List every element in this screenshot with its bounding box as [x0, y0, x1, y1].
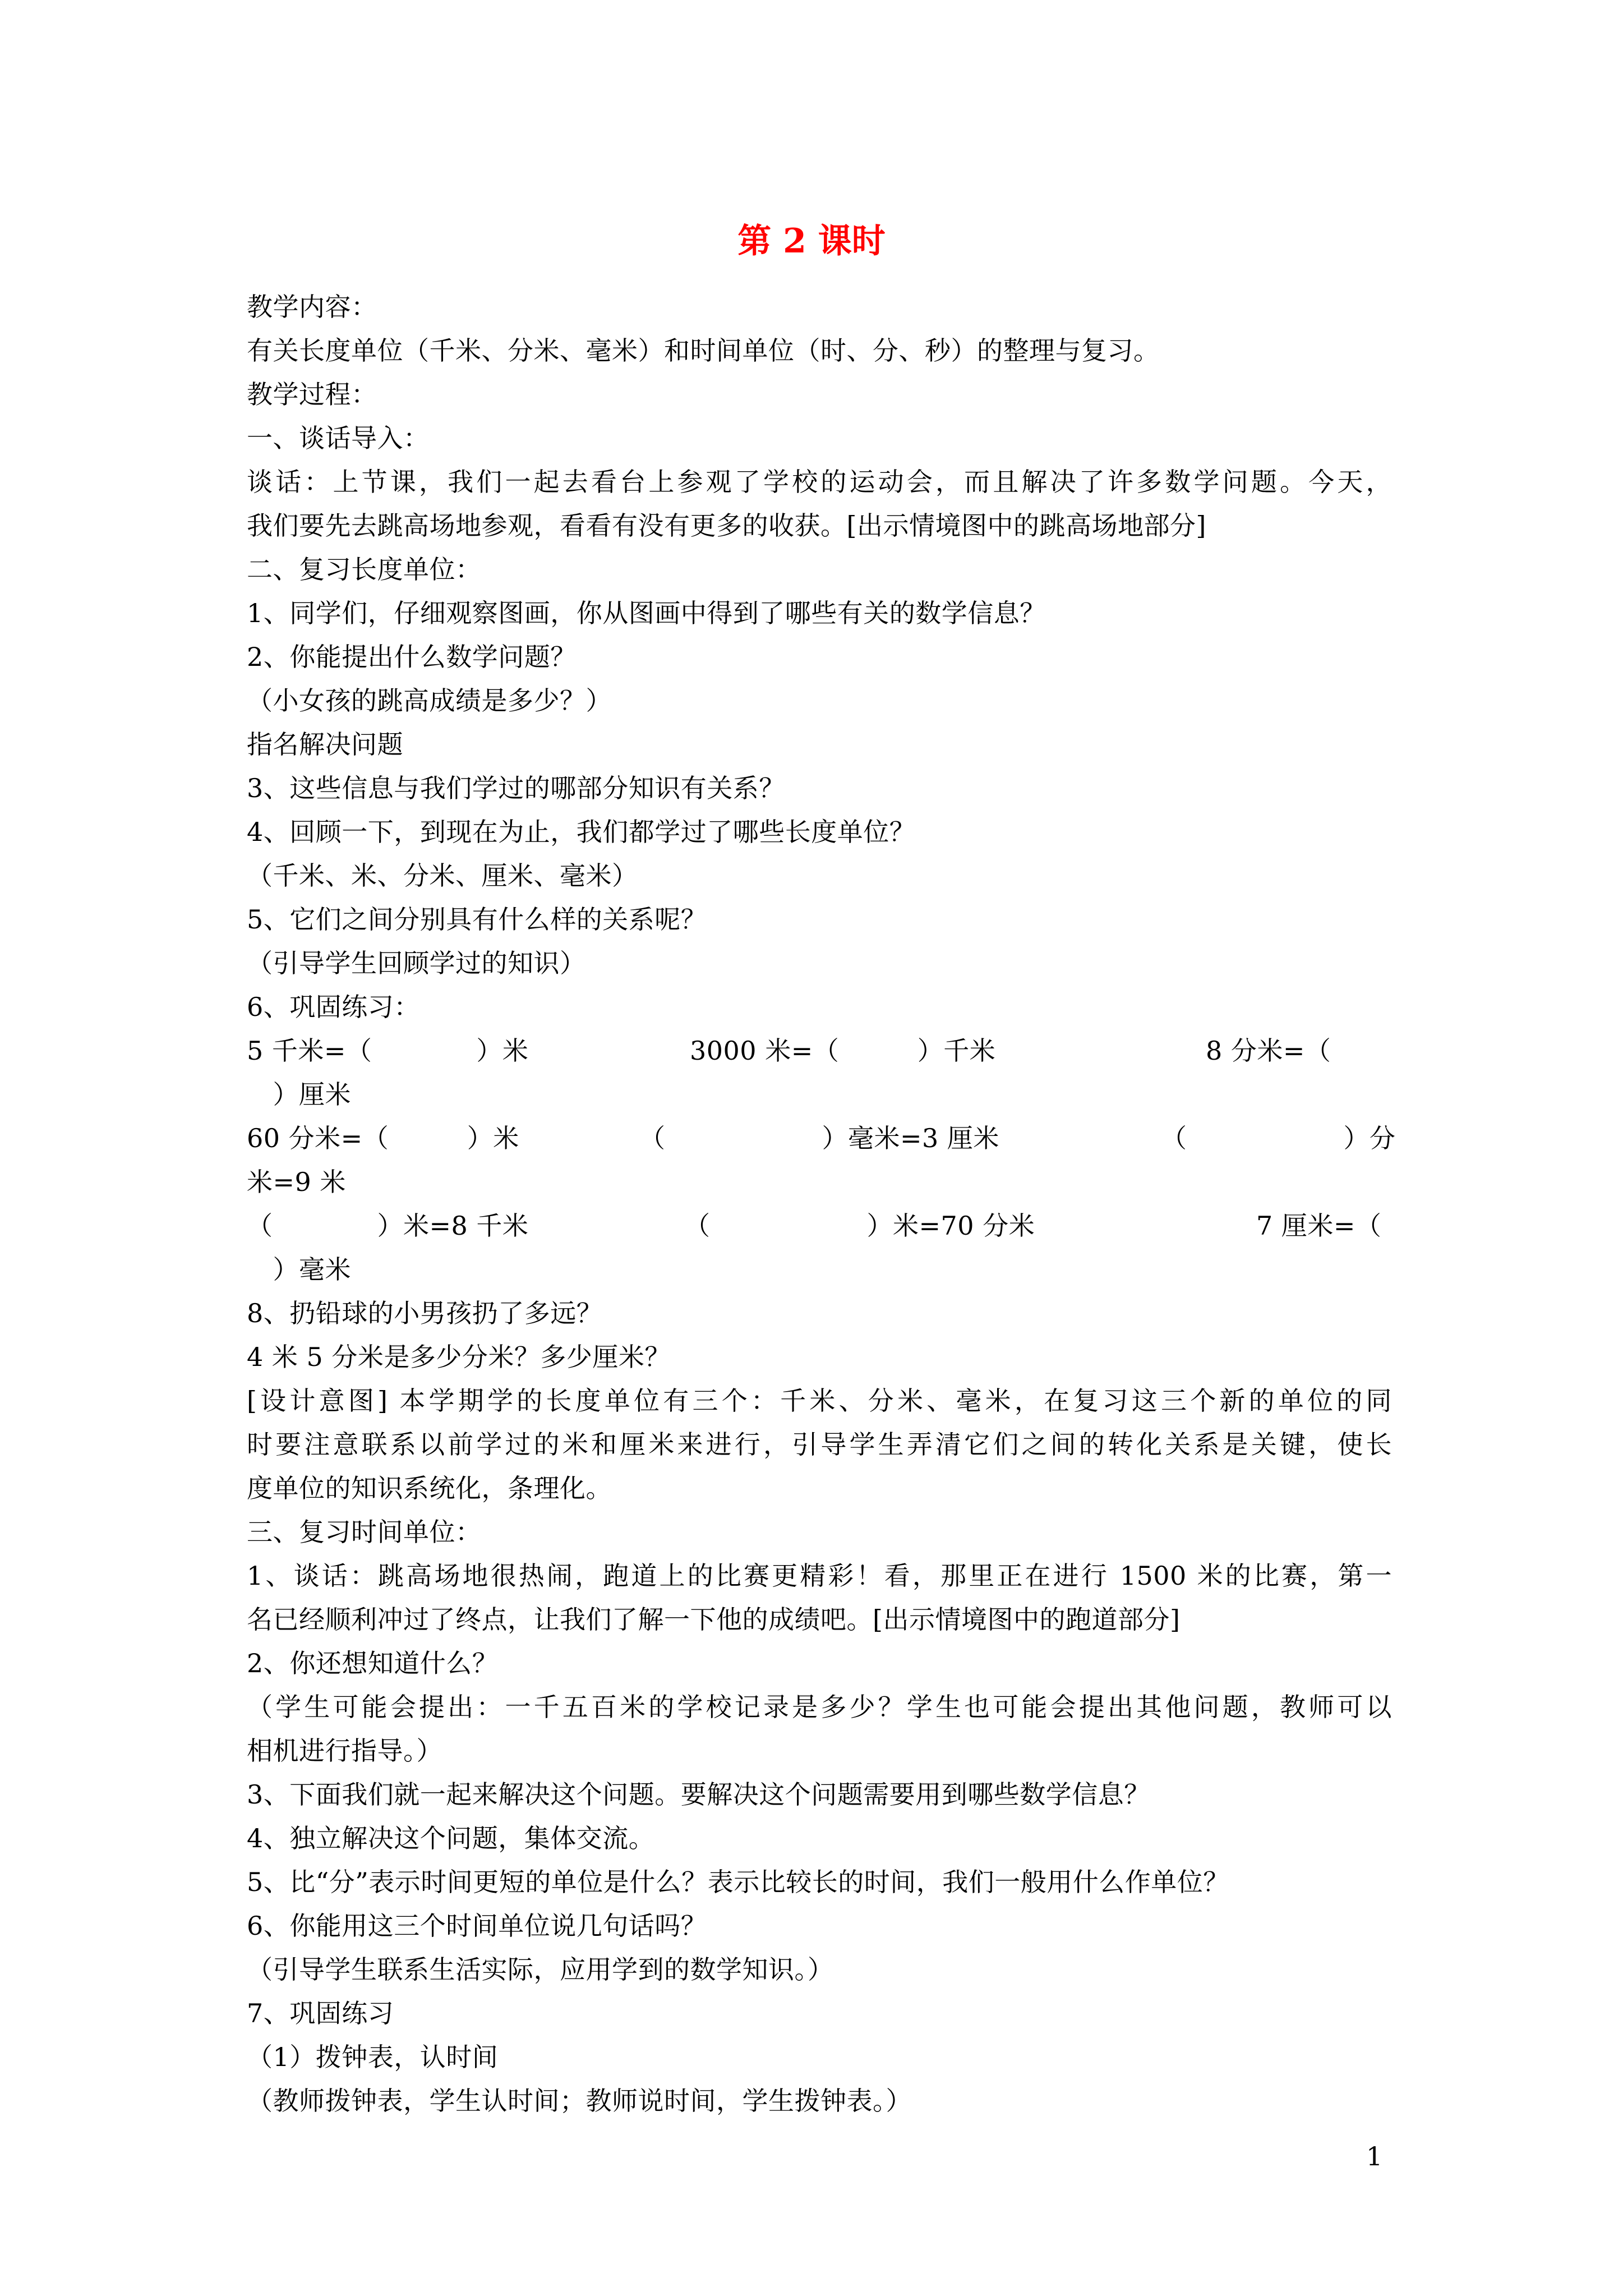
text-line: 教学内容： — [247, 292, 377, 322]
exercise-row — [247, 1116, 1396, 1160]
text-line: （教师拨钟表，学生认时间；教师说时间，学生拨钟表。） — [247, 2086, 912, 2116]
document-title: 第 2 课时 — [737, 222, 886, 261]
text-line: 4、独立解决这个问题，集体交流。 — [247, 1823, 655, 1853]
text-line: 3、下面我们就一起来解决这个问题。要解决这个问题需要用到哪些数学信息？ — [247, 1779, 1150, 1810]
exercise-item: （ ）分 — [1161, 1123, 1396, 1153]
exercise-wrap: ）毫米 — [247, 1254, 351, 1285]
text-line: 3、这些信息与我们学过的哪部分知识有关系？ — [247, 773, 785, 803]
exercise-item: （ ）米=8 千米 — [247, 1211, 529, 1241]
page-number: 1 — [1366, 2141, 1383, 2171]
text-line: （引导学生回顾学过的知识） — [247, 948, 586, 978]
text-line: （1）拨钟表，认时间 — [247, 2042, 499, 2072]
text-line: 名已经顺利冲过了终点，让我们了解一下他的成绩吧。[出示情境图中的跑道部分] — [247, 1604, 1181, 1635]
exercise-item: 7 厘米=（ — [1256, 1211, 1382, 1241]
text-line: 1、谈话：跳高场地很热闹，跑道上的比赛更精彩！看，那里正在进行 1500 米的比赛，第一 — [247, 1561, 1392, 1591]
text-line: 1、同学们，仔细观察图画，你从图画中得到了哪些有关的数学信息？ — [247, 598, 1046, 628]
text-line: 2、你能提出什么数学问题？ — [247, 642, 577, 672]
text-line: 4、回顾一下，到现在为止，我们都学过了哪些长度单位？ — [247, 817, 916, 847]
text-line: （学生可能会提出：一千五百米的学校记录是多少？学生也可能会提出其他问题，教师可以 — [247, 1692, 1392, 1722]
text-line: 时要注意联系以前学过的米和厘米来进行，引导学生弄清它们之间的转化关系是关键，使长 — [247, 1429, 1392, 1460]
exercise-item: 5 千米=（ ）米 — [247, 1036, 529, 1066]
text-line: 有关长度单位（千米、分米、毫米）和时间单位（时、分、秒）的整理与复习。 — [247, 335, 1160, 366]
document-body — [247, 285, 1396, 2123]
text-line: 三、复习时间单位： — [247, 1517, 482, 1547]
text-line: 谈话：上节课，我们一起去看台上参观了学校的运动会，而且解决了许多数学问题。今天， — [247, 467, 1392, 497]
exercise-wrap: ）厘米 — [247, 1079, 351, 1110]
text-line: 6、你能用这三个时间单位说几句话吗？ — [247, 1911, 707, 1941]
text-line: 2、你还想知道什么？ — [247, 1648, 499, 1678]
text-line: 一、谈话导入： — [247, 423, 430, 453]
text-line: 5、比“分”表示时间更短的单位是什么？表示比较长的时间，我们一般用什么作单位？ — [247, 1867, 1229, 1897]
exercise-item: 60 分米=（ ）米 — [247, 1123, 519, 1153]
text-line: 相机进行指导。） — [247, 1736, 442, 1766]
text-line: 4 米 5 分米是多少分米？多少厘米？ — [247, 1342, 671, 1372]
text-line: 6、巩固练习： — [247, 992, 420, 1022]
text-line: 我们要先去跳高场地参观，看看有没有更多的收获。[出示情境图中的跳高场地部分] — [247, 510, 1206, 541]
text-line: 8、扔铅球的小男孩扔了多远？ — [247, 1298, 603, 1328]
text-line: [设计意图] 本学期学的长度单位有三个：千米、分米、毫米，在复习这三个新的单位的同 — [247, 1386, 1392, 1416]
text-line: 7、巩固练习 — [247, 1998, 394, 2028]
text-line: （引导学生联系生活实际，应用学到的数学知识。） — [247, 1954, 834, 1985]
text-line: 指名解决问题 — [247, 729, 403, 760]
text-line: （千米、米、分米、厘米、毫米） — [247, 861, 638, 891]
text-line: 二、复习长度单位： — [247, 554, 482, 585]
exercise-wrap: 米=9 米 — [247, 1167, 346, 1197]
text-line: 度单位的知识系统化，条理化。 — [247, 1473, 612, 1503]
text-line: 5、它们之间分别具有什么样的关系呢？ — [247, 904, 707, 935]
exercise-row — [247, 1204, 1392, 1248]
exercise-item: 3000 米=（ ）千米 — [690, 1036, 996, 1066]
exercise-row — [247, 1029, 1392, 1073]
text-line: 教学过程： — [247, 379, 377, 409]
exercise-item: （ ）毫米=3 厘米 — [639, 1123, 999, 1153]
text-line: （小女孩的跳高成绩是多少？） — [247, 685, 612, 716]
exercise-item: 8 分米=（ — [1206, 1036, 1331, 1066]
exercise-item: （ ）米=70 分米 — [684, 1211, 1035, 1241]
